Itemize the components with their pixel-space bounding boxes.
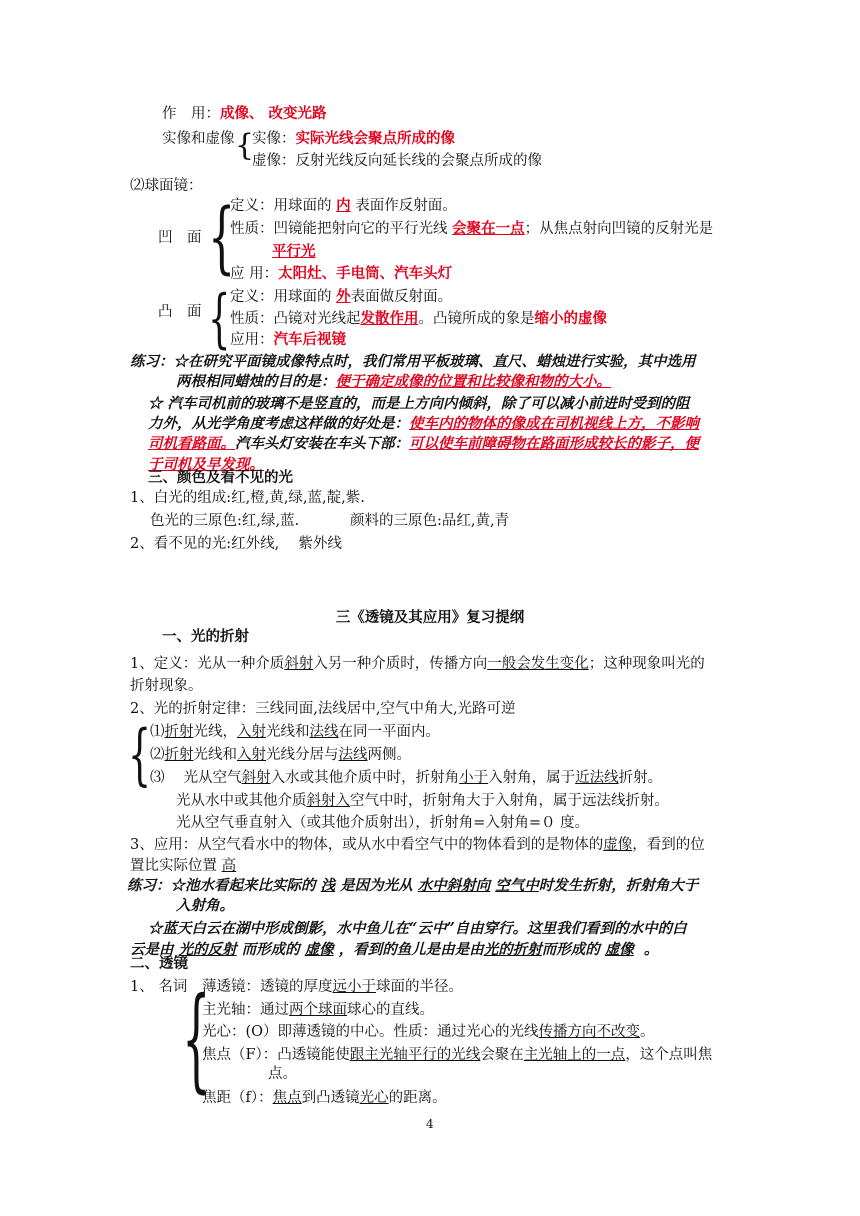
focal-length-term: 焦距（f）：焦点到凸透镜光心的距离。	[202, 1090, 447, 1106]
refraction-rule-4: 光从水中或其他介质斜射入空气中时，折射角大于入射角，属于远法线折射。	[176, 793, 669, 809]
refraction-rule-5: 光从空气垂直射入（或其他介质射出），折射角=入射角=０ 度。	[176, 815, 590, 831]
exercise1-q1-line2: 两根相同蜡烛的目的是：便于确定成像的位置和比较像和物的大小。	[176, 373, 611, 390]
chapter-title: 三《透镜及其应用》复习提纲	[335, 609, 525, 626]
page-number: 4	[426, 1117, 434, 1131]
exercise1-q2-line4: 于司机及早发现。	[148, 456, 264, 473]
exercise1-q2-line2: 力外，从光学角度考虑这样做的好处是：使车内的物体的像成在司机视线上方，不影响	[148, 415, 699, 432]
refraction-title: 一、光的折射	[162, 628, 249, 645]
zuoyong-answer: 成像、 改变光路	[220, 105, 327, 122]
brace-shixiang: {	[235, 128, 255, 163]
exercise2-q2-line1: ☆蓝天白云在湖中形成倒影，水中鱼儿在“云中”自由穿行。这里我们看到的水中的白	[148, 920, 687, 937]
exercise1-q1-line1: 练习：☆在研究平面镜成像特点时，我们常用平板玻璃、直尺、蜡烛进行实验，其中选用	[130, 353, 696, 370]
concave-label: 凹 面	[158, 230, 202, 246]
concave-property: 性质：凹镜能把射向它的平行光线 会聚在一点；从焦点射向凹镜的反射光是	[230, 220, 714, 237]
exercise1-q2-line3: 司机看路面。汽车头灯安装在车头下部：可以使车前障碍物在路面形成较长的影子，便	[148, 435, 699, 452]
brace-lens-terms: {	[182, 974, 211, 1104]
refraction-definition-cont: 折射现象。	[130, 678, 203, 694]
exercise2-q2-line2: 云是由 光的反射 而形成的 虚像 ，看到的鱼儿是由是由光的折射而形成的 虚像 。	[130, 941, 659, 958]
primary-colors-pigment: 颜料的三原色:品红,黄,青	[350, 513, 510, 529]
qiumianjing-heading: ⑵球面镜：	[130, 178, 203, 194]
refraction-application: 3、应用：从空气看水中的物体，或从水中看空气中的物体看到的是物体的虚像，看到的位	[130, 837, 705, 853]
lens-section-title: 二、透镜	[130, 955, 188, 972]
concave-application: 应 用：太阳灶、手电筒、汽车头灯	[230, 265, 453, 282]
thin-lens-term: 薄透镜：透镜的厚度远小于球面的半径。	[202, 979, 463, 995]
concave-definition: 定义：用球面的 内 表面作反射面。	[230, 197, 457, 214]
exercise2-q1-line2: 入射角。	[176, 897, 234, 914]
shixiang-xuxiang-label: 实像和虚像	[162, 131, 235, 147]
brace-convex: {	[208, 282, 231, 356]
concave-property-cont: 平行光	[272, 243, 316, 260]
color-section-title: 三、颜色及看不见的光	[148, 469, 293, 486]
refraction-rule-3: ⑶ 光从空气斜射入水或其他介质中时，折射角小于入射角，属于近法线折射。	[150, 770, 663, 786]
refraction-application-cont: 置比实际位置 高	[130, 858, 237, 874]
focal-point-term: 焦点（F）：凸透镜能使跟主光轴平行的光线会聚在主光轴上的一点，这个点叫焦	[202, 1047, 713, 1063]
shixiang-line: 实像：实际光线会聚点所成的像	[252, 130, 455, 147]
focal-point-term-cont: 点。	[268, 1066, 297, 1082]
refraction-rule-1: ⑴折射光线，入射光线和法线在同一平面内。	[150, 724, 440, 740]
zuoyong-line: 作 用：成像、 改变光路	[162, 105, 327, 122]
brace-concave: {	[208, 193, 236, 283]
convex-definition: 定义：用球面的 外表面做反射面。	[230, 288, 453, 305]
convex-property: 性质：凸镜对光线起发散作用。凸镜所成的象是缩小的虚像	[230, 310, 607, 327]
refraction-rule-2: ⑵折射光线和入射光线分居与法线两侧。	[150, 747, 411, 763]
principal-axis-term: 主光轴：通过两个球面球心的直线。	[202, 1002, 434, 1018]
refraction-law: 2、光的折射定律：三线同面,法线居中,空气中角大,光路可逆	[130, 701, 516, 717]
lens-terms-label: 1、 名词	[130, 979, 188, 995]
primary-colors-light: 色光的三原色:红,绿,蓝.	[150, 513, 300, 529]
optical-center-term: 光心：(O）即薄透镜的中心。性质：通过光心的光线传播方向不改变。	[202, 1024, 655, 1040]
exercise2-q1-line1: 练习：☆池水看起来比实际的 浅 是因为光从 水中斜射向 空气中时发生折射，折射角大于	[127, 877, 699, 894]
invisible-light: 2、看不见的光:红外线, 紫外线	[130, 536, 342, 552]
brace-refraction-rules: {	[128, 716, 152, 793]
convex-label: 凸 面	[158, 304, 202, 320]
exercise1-q2-line1: ☆ 汽车司机前的玻璃不是竖直的，而是上方向内倾斜，除了可以减小前进时受到的阻	[148, 395, 690, 412]
refraction-definition: 1、定义：光从一种介质斜射入另一种介质时，传播方向一般会发生变化；这种现象叫光的	[130, 656, 705, 672]
xuxiang-line: 虚像：反射光线反向延长线的会聚点所成的像	[252, 153, 542, 169]
convex-application: 应用：汽车后视镜	[230, 331, 346, 348]
white-light-composition: 1、白光的组成:红,橙,黄,绿,蓝,靛,紫.	[130, 490, 365, 506]
